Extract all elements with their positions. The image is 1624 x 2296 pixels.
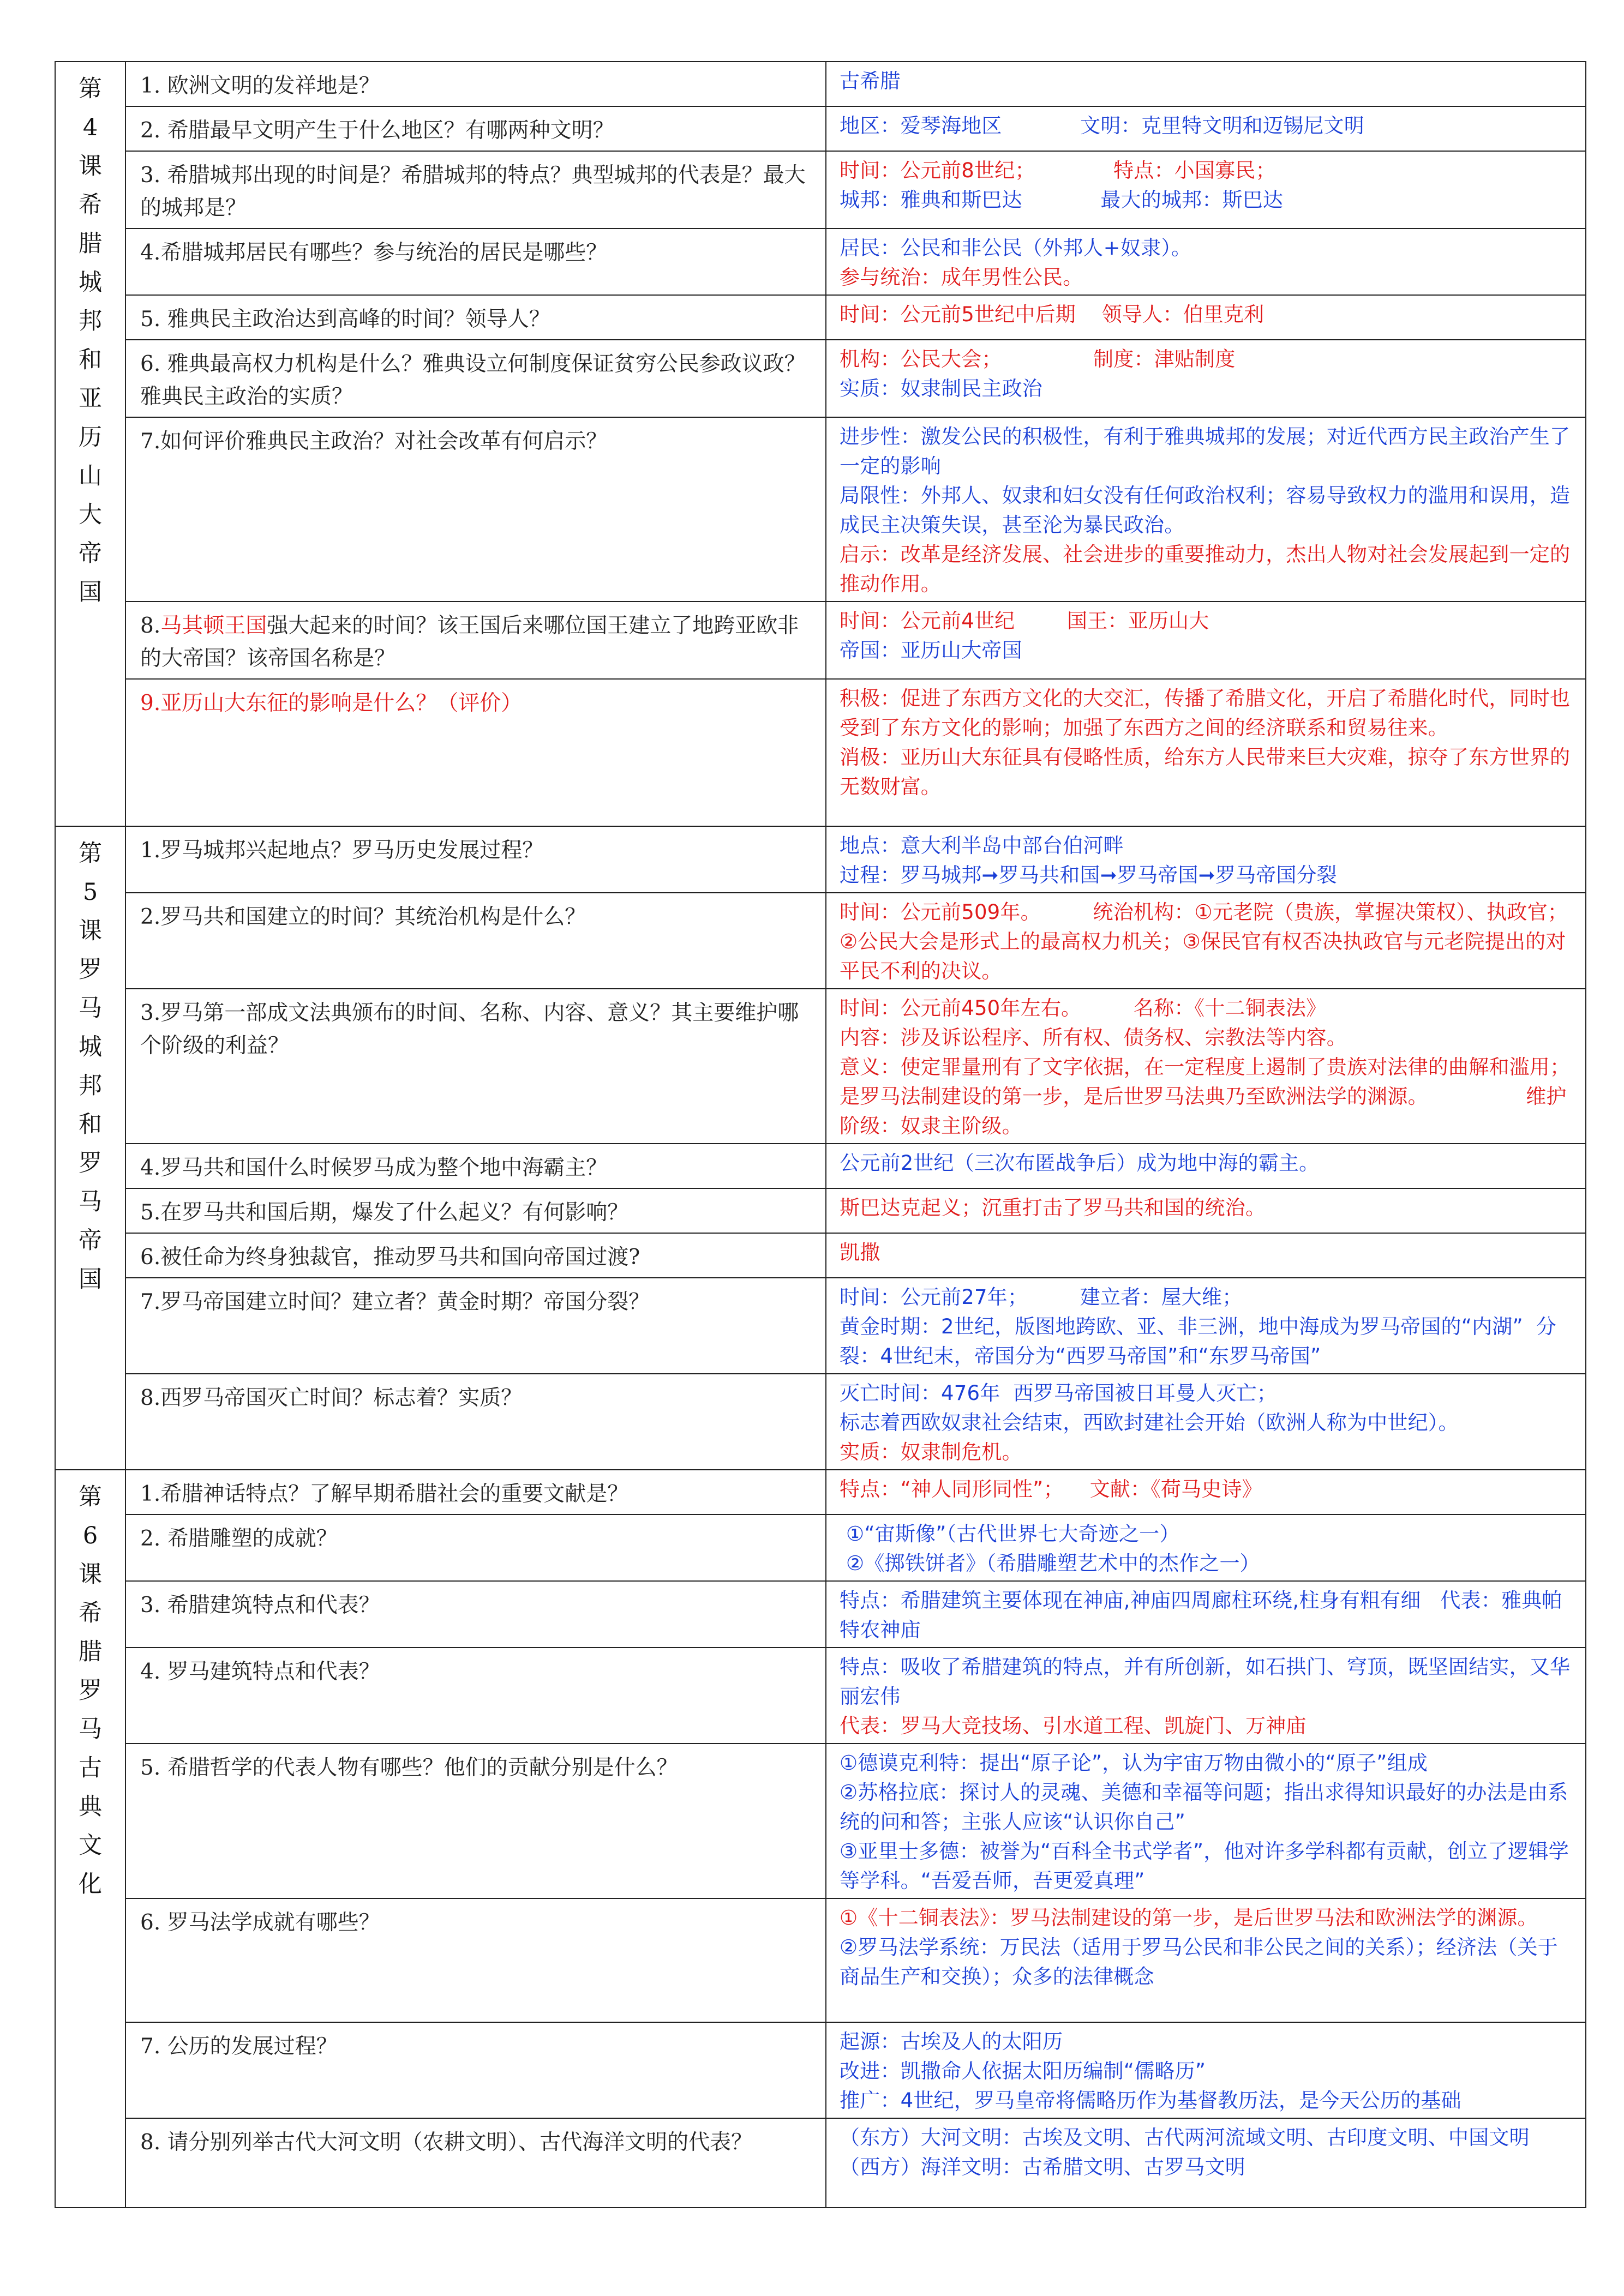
lesson-title-char: 帝	[79, 540, 102, 567]
answer-line: ②《掷铁饼者》（希腊雕塑艺术中的杰作之一）	[840, 1552, 1260, 1575]
answer-line: 地区：爱琴海地区 文明：克里特文明和迈锡尼文明	[840, 114, 1364, 137]
lesson-title-char: 罗	[79, 1150, 102, 1177]
answer-cell	[826, 1744, 1586, 1898]
answer-line: ②苏格拉底：探讨人的灵魂、美德和幸福等问题；指出求得知识最好的办法是由系统的问和答；主张人应该“认识你自己”	[840, 1781, 1568, 1834]
question-cell	[125, 229, 826, 295]
question-text-part: 马其顿王国	[160, 614, 267, 638]
answer-line: （西方）海洋文明：古希腊文明、古罗马文明	[840, 2155, 1245, 2179]
table-row	[55, 151, 1586, 229]
answer-cell	[826, 1470, 1586, 1514]
table-row	[55, 295, 1586, 340]
lesson-title-char: 课	[79, 1561, 102, 1588]
question-cell	[125, 2022, 826, 2118]
lesson-title-char: 古	[79, 1754, 102, 1782]
table-row	[55, 1898, 1586, 2022]
question-cell	[125, 417, 826, 602]
lesson-title-char: 课	[79, 153, 102, 180]
lesson-title-char: 和	[79, 1111, 102, 1138]
question-cell	[125, 893, 826, 989]
answer-line: 特点：希腊建筑主要体现在神庙,神庙四周廊柱环绕,柱身有粗有细 代表：雅典帕特农神庙	[840, 1589, 1562, 1642]
question-text: 2. 希腊雕塑的成就？	[140, 1526, 338, 1551]
answer-cell	[826, 106, 1586, 151]
question-cell	[125, 1514, 826, 1581]
question-cell	[125, 1744, 826, 1898]
lesson-title-char: 腊	[79, 1638, 102, 1666]
answer-cell	[826, 1374, 1586, 1470]
answer-line: 改进：凯撒命人依据太阳历编制“儒略历”	[840, 2059, 1206, 2083]
lesson-title-char: 希	[79, 191, 102, 219]
table-row	[55, 229, 1586, 295]
answer-line: 起源：古埃及人的太阳历	[840, 2030, 1063, 2053]
answer-cell	[826, 417, 1586, 602]
question-cell	[125, 1144, 826, 1188]
answer-cell	[826, 989, 1586, 1144]
answer-line: 城邦：雅典和斯巴达 最大的城邦：斯巴达	[840, 188, 1284, 212]
question-text: 8.西罗马帝国灭亡时间？标志着？实质？	[140, 1386, 523, 1410]
table-row	[55, 893, 1586, 989]
lesson-title-char: 国	[79, 1266, 102, 1293]
lesson-title-char: 腊	[79, 230, 102, 257]
answer-line: 内容：涉及诉讼程序、所有权、债务权、宗教法等内容。	[840, 1026, 1347, 1049]
answer-line: 灭亡时间：476年 西罗马帝国被日耳曼人灭亡；	[840, 1381, 1277, 1405]
table-row	[55, 1744, 1586, 1898]
answer-cell	[826, 1898, 1586, 2022]
answer-line: 地点：意大利半岛中部台伯河畔	[840, 834, 1124, 857]
question-text: 2.罗马共和国建立的时间？其统治机构是什么？	[140, 905, 586, 929]
answer-line: 斯巴达克起义；沉重打击了罗马共和国的统治。	[840, 1196, 1266, 1219]
question-text: 4.罗马共和国什么时候罗马成为整个地中海霸主？	[140, 1156, 608, 1180]
answer-line: ①《十二铜表法》：罗马法制建设的第一步，是后世罗马法和欧洲法学的渊源。	[840, 1906, 1538, 1930]
answer-line: 推广：4世纪，罗马皇帝将儒略历作为基督教历法，是今天公历的基础	[840, 2089, 1461, 2112]
question-text-part: 8.	[140, 614, 161, 638]
question-cell	[125, 1188, 826, 1233]
answer-line: ②罗马法学系统：万民法（适用于罗马公民和非公民之间的关系）；经济法（关于商品生产和交换）；众多的法律概念	[840, 1936, 1558, 1988]
question-cell	[125, 1278, 826, 1374]
lesson-title-char: 大	[79, 501, 102, 528]
question-text: 6.被任命为终身独裁官，推动罗马共和国向帝国过渡?	[140, 1245, 640, 1270]
table-row	[55, 417, 1586, 602]
question-text: 3.罗马第一部成文法典颁布的时间、名称、内容、意义？其主要维护哪个阶级的利益？	[140, 1001, 799, 1058]
answer-line: （东方）大河文明：古埃及文明、古代两河流域文明、古印度文明、中国文明	[840, 2126, 1530, 2149]
lesson-title-char: 邦	[79, 1072, 102, 1099]
lesson-title-char: 和	[79, 346, 102, 374]
answer-cell	[826, 62, 1586, 106]
lesson-title-char: 第	[79, 840, 102, 867]
question-cell	[125, 1374, 826, 1470]
lesson-title-cell	[55, 1470, 125, 2208]
lesson-title-char: 课	[79, 917, 102, 945]
question-cell	[125, 602, 826, 679]
lesson-title-char: 罗	[79, 1677, 102, 1704]
answer-line: ①“宙斯像”（古代世界七大奇迹之一）	[840, 1522, 1180, 1546]
answer-cell	[826, 679, 1586, 826]
answer-cell	[826, 340, 1586, 417]
question-cell	[125, 1470, 826, 1514]
table-row	[55, 679, 1586, 826]
answer-line: 局限性：外邦人、奴隶和妇女没有任何政治权利；容易导致权力的滥用和误用，造成民主决策失误，甚至沦为暴民政治。	[840, 484, 1571, 537]
lesson-title-char: 文	[79, 1832, 102, 1859]
question-cell	[125, 1233, 826, 1278]
question-text-part: 强大起来的时间？该王国后来哪位国王建立了地跨亚欧非的大帝国？该帝国名称是？	[140, 614, 799, 671]
question-cell	[125, 106, 826, 151]
question-cell	[125, 295, 826, 340]
question-cell	[125, 62, 826, 106]
lesson-title-char: 帝	[79, 1227, 102, 1254]
answer-line: 参与统治：成年男性公民。	[840, 266, 1083, 289]
answer-cell	[826, 1278, 1586, 1374]
question-text: 1.罗马城邦兴起地点？罗马历史发展过程？	[140, 838, 544, 863]
answer-line: 实质：奴隶制民主政治	[840, 377, 1042, 400]
answer-cell	[826, 1144, 1586, 1188]
question-text: 2. 希腊最早文明产生于什么地区？有哪两种文明？	[140, 118, 614, 143]
table-row	[55, 1470, 1586, 1514]
question-text: 1.希腊神话特点？了解早期希腊社会的重要文献是？	[140, 1482, 629, 1506]
answer-line: 时间：公元前450年左右。 名称：《十二铜表法》	[840, 996, 1327, 1020]
answer-line: 时间：公元前8世纪； 特点：小国寡民；	[840, 159, 1276, 182]
table-row	[55, 1144, 1586, 1188]
lesson-title-char: 马	[79, 995, 102, 1022]
question-text: 3. 希腊建筑特点和代表？	[140, 1593, 380, 1618]
table-row	[55, 826, 1586, 893]
answer-cell	[826, 1648, 1586, 1744]
question-text: 3. 希腊城邦出现的时间是？希腊城邦的特点？典型城邦的代表是？最大的城邦是？	[140, 163, 806, 220]
lesson-title-char: 第	[79, 1483, 102, 1511]
table-row	[55, 1374, 1586, 1470]
answer-line: 进步性：激发公民的积极性，有利于雅典城邦的发展；对近代西方民主政治产生了一定的影响	[840, 425, 1571, 478]
lesson-title-char: 历	[79, 424, 102, 451]
table-row	[55, 1581, 1586, 1648]
answer-cell	[826, 2022, 1586, 2118]
answer-line: 特点：“神人同形同性”； 文献：《荷马史诗》	[840, 1477, 1262, 1501]
answer-line: 特点：吸收了希腊建筑的特点，并有所创新，如石拱门、穹顶，既坚固结实，又华丽宏伟	[840, 1655, 1571, 1708]
question-cell	[125, 1648, 826, 1744]
question-cell	[125, 826, 826, 893]
lesson-title-char: 第	[79, 75, 102, 103]
lesson-title-char: 典	[79, 1793, 102, 1820]
answer-line: 标志着西欧奴隶社会结束，西欧封建社会开始（欧洲人称为中世纪）。	[840, 1411, 1459, 1434]
answer-line: ③亚里士多德：被誉为“百科全书式学者”，他对许多学科都有贡献，创立了逻辑学等学科。“吾爱吾师，吾更爱真理”	[840, 1840, 1569, 1892]
answer-line: 黄金时期：2世纪，版图地跨欧、亚、非三洲，地中海成为罗马帝国的“内湖” 分裂：4世纪末，帝国分为“西罗马帝国”和“东罗马帝国”	[840, 1315, 1556, 1368]
answer-line: 实质：奴隶制危机。	[840, 1440, 1022, 1464]
answer-line: 凯撒	[840, 1241, 880, 1264]
table-row	[55, 1514, 1586, 1581]
lesson-title-char: 城	[79, 269, 102, 296]
lesson-title-char: 邦	[79, 308, 102, 335]
lesson-title-char: 城	[79, 1033, 102, 1061]
lesson-title-char: 6	[82, 1522, 98, 1549]
answer-cell	[826, 2118, 1586, 2208]
answer-cell	[826, 151, 1586, 229]
question-text: 5.在罗马共和国后期，爆发了什么起义？有何影响？	[140, 1200, 629, 1225]
table-row	[55, 340, 1586, 417]
review-table	[55, 61, 1586, 2208]
question-text: 5. 雅典民主政治达到高峰的时间？领导人？	[140, 307, 550, 332]
answer-line: 代表：罗马大竞技场、引水道工程、凯旋门、万神庙	[840, 1714, 1307, 1738]
answer-cell	[826, 602, 1586, 679]
table-row	[55, 62, 1586, 106]
answer-line: 过程：罗马城邦➞罗马共和国➞罗马帝国➞罗马帝国分裂	[840, 863, 1338, 887]
lesson-title-char: 化	[79, 1871, 102, 1898]
lesson-title-char: 亚	[79, 385, 102, 412]
lesson-title-cell	[55, 62, 125, 826]
answer-line: 时间：公元前509年。 统治机构：①元老院（贵族，掌握决策权）、执政官；②公民大会是形式上的最高权力机关；③保民官有权否决执政官与元老院提出的对平民不利的决议。	[840, 900, 1568, 983]
question-text: 7.如何评价雅典民主政治？对社会改革有何启示？	[140, 429, 608, 454]
lesson-title-char: 马	[79, 1716, 102, 1743]
table-row	[55, 1188, 1586, 1233]
question-text-part: 9.亚历山大东征的影响是什么？（评价）	[140, 691, 523, 716]
lesson-title-cell	[55, 826, 125, 1470]
lesson-title-char: 希	[79, 1600, 102, 1627]
table-row	[55, 2118, 1586, 2208]
answer-cell	[826, 826, 1586, 893]
table-row	[55, 1233, 1586, 1278]
question-text: 7.罗马帝国建立时间？建立者？黄金时期？帝国分裂？	[140, 1290, 650, 1314]
table-row	[55, 1648, 1586, 1744]
answer-cell	[826, 295, 1586, 340]
lesson-title-char: 5	[82, 879, 98, 906]
question-text: 1. 欧洲文明的发祥地是？	[140, 74, 380, 98]
table-row	[55, 106, 1586, 151]
question-text: 4.希腊城邦居民有哪些？参与统治的居民是哪些？	[140, 241, 608, 265]
question-text: 5. 希腊哲学的代表人物有哪些？他们的贡献分别是什么？	[140, 1756, 678, 1780]
table-row	[55, 989, 1586, 1144]
table-row	[55, 1278, 1586, 1374]
table-row	[55, 602, 1586, 679]
question-cell	[125, 2118, 826, 2208]
answer-line: 积极：促进了东西方文化的大交汇，传播了希腊文化，开启了希腊化时代，同时也受到了东方文化的影响；加强了东西方之间的经济联系和贸易往来。	[840, 687, 1571, 740]
question-text: 6. 罗马法学成就有哪些？	[140, 1910, 380, 1935]
question-cell	[125, 679, 826, 826]
question-cell	[125, 989, 826, 1144]
answer-line: 机构：公民大会； 制度：津贴制度	[840, 347, 1236, 371]
lesson-title-char: 山	[79, 462, 102, 490]
question-cell	[125, 1898, 826, 2022]
answer-cell	[826, 1514, 1586, 1581]
answer-line: 时间：公元前27年； 建立者：屋大维；	[840, 1285, 1243, 1309]
answer-line: 消极：亚历山大东征具有侵略性质，给东方人民带来巨大灾难，掠夺了东方世界的无数财富。	[840, 746, 1571, 798]
answer-cell	[826, 1233, 1586, 1278]
question-cell	[125, 340, 826, 417]
question-cell	[125, 1581, 826, 1648]
lesson-title-char: 国	[79, 579, 102, 606]
question-cell	[125, 151, 826, 229]
table-row	[55, 2022, 1586, 2118]
review-table-body	[55, 62, 1586, 2208]
question-text: 8. 请分别列举古代大河文明（农耕文明）、古代海洋文明的代表？	[140, 2130, 753, 2155]
answer-line: ①德谟克利特：提出“原子论”，认为宇宙万物由微小的“原子”组成	[840, 1751, 1428, 1775]
answer-cell	[826, 1188, 1586, 1233]
question-text: 7. 公历的发展过程？	[140, 2034, 338, 2059]
answer-line: 公元前2世纪（三次布匿战争后）成为地中海的霸主。	[840, 1151, 1320, 1175]
answer-cell	[826, 229, 1586, 295]
lesson-title-char: 4	[82, 114, 98, 141]
answer-line: 居民：公民和非公民（外邦人+奴隶）。	[840, 236, 1192, 260]
answer-line: 古希腊	[840, 69, 901, 93]
lesson-title-char: 罗	[79, 956, 102, 983]
answer-cell	[826, 893, 1586, 989]
answer-cell	[826, 1581, 1586, 1648]
question-text: 4. 罗马建筑特点和代表？	[140, 1660, 380, 1684]
answer-line: 时间：公元前4世纪 国王：亚历山大	[840, 609, 1209, 633]
lesson-title-char: 马	[79, 1188, 102, 1216]
answer-line: 意义：使定罪量刑有了文字依据，在一定程度上遏制了贵族对法律的曲解和滥用；是罗马法制建设的第一步，是后世罗马法典乃至欧洲法学的渊源。 维护阶级：奴隶主阶级。	[840, 1055, 1571, 1138]
answer-line: 时间：公元前5世纪中后期 领导人：伯里克利	[840, 303, 1265, 326]
answer-line: 帝国：亚历山大帝国	[840, 639, 1022, 662]
question-text: 6. 雅典最高权力机构是什么？雅典设立何制度保证贫穷公民参政议政？雅典民主政治的实质？	[140, 352, 806, 409]
answer-line: 启示：改革是经济发展、社会进步的重要推动力，杰出人物对社会发展起到一定的推动作用。	[840, 543, 1571, 596]
